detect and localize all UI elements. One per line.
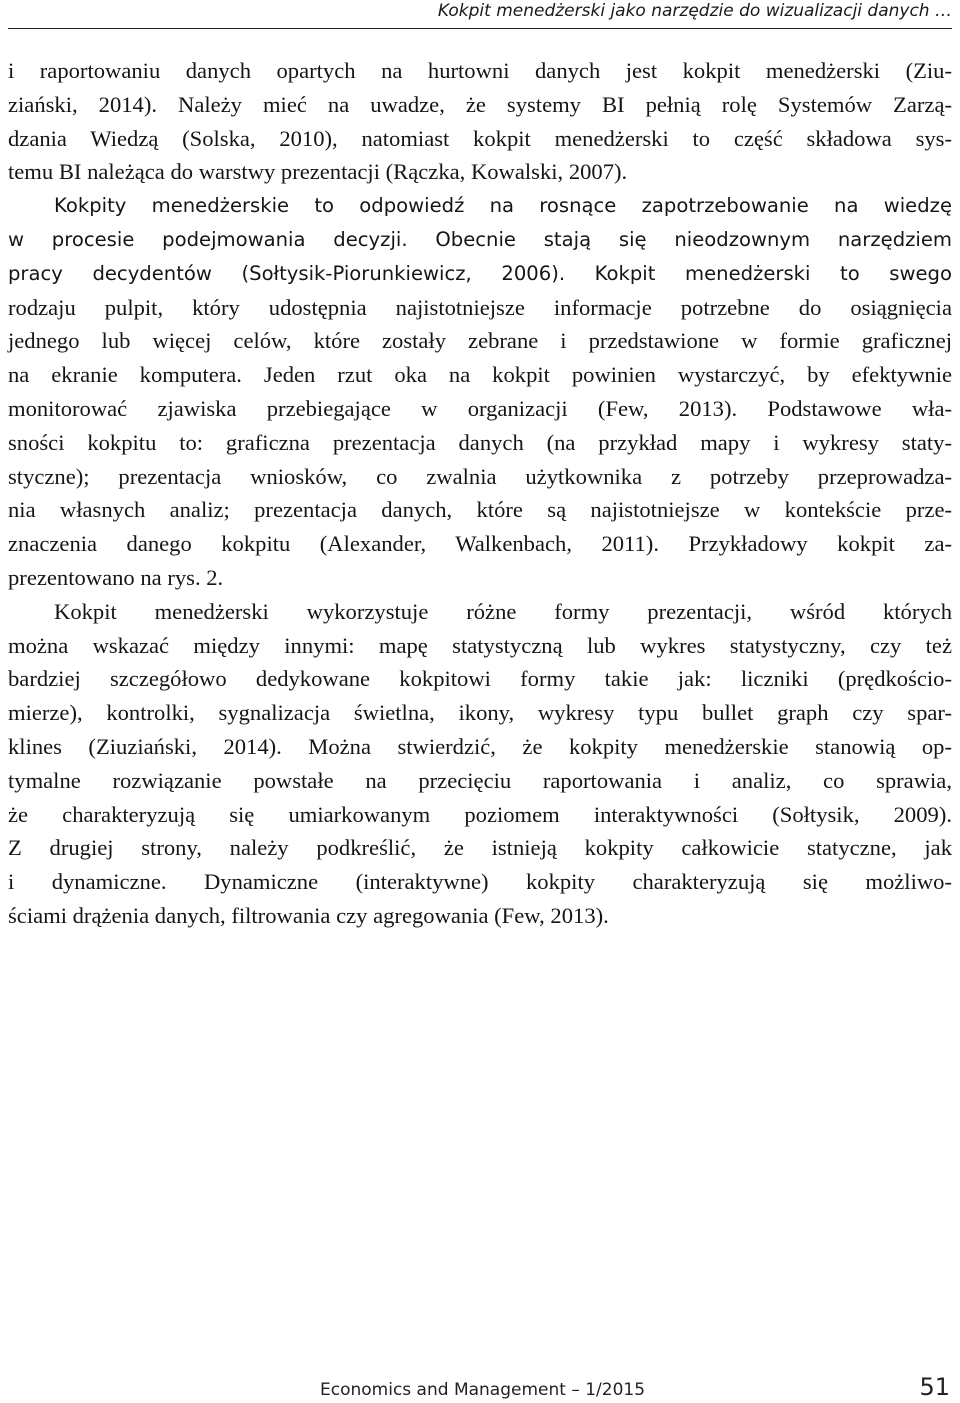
text-line: nia własnych analiz; prezentacja danych, które są najistotniejsze w kontekście prze- bbox=[8, 497, 952, 523]
text-line: ziański, 2014). Należy mieć na uwadze, że systemy BI pełnią rolę Systemów Zarzą- bbox=[8, 91, 952, 117]
text-line: że charakteryzują się umiarkowanym poziomem interaktywności (Sołtysik, 2009). bbox=[8, 801, 952, 827]
text-line: można wskazać między innymi: mapę statystyczną lub wykres statystyczny, czy też bbox=[8, 632, 952, 658]
text-line: temu BI należąca do warstwy prezentacji (Rączka, Kowalski, 2007). bbox=[8, 159, 628, 185]
text-line: dzania Wiedzą (Solska, 2010), natomiast kokpit menedżerski to część składowa sys- bbox=[8, 125, 952, 151]
text-line: znaczenia danego kokpitu (Alexander, Walkenbach, 2011). Przykładowy kokpit za- bbox=[8, 531, 952, 557]
text-line: bardziej szczegółowo dedykowane kokpitowi formy takie jak: liczniki (prędkościo- bbox=[8, 666, 952, 692]
text-line: styczne); prezentacja wniosków, co zwalnia użytkownika z potrzeby przeprowadza- bbox=[8, 463, 952, 489]
text-line: rodzaju pulpit, który udostępnia najistotniejsze informacje potrzebne do osiągnięcia bbox=[8, 294, 952, 320]
text-line: i raportowaniu danych opartych na hurtowni danych jest kokpit menedżerski (Ziu- bbox=[8, 58, 952, 83]
text-line: klines (Ziuziański, 2014). Można stwierdzić, że kokpity menedżerskie stanowią op- bbox=[8, 733, 952, 759]
text-line: na ekranie komputera. Jeden rzut oka na kokpit powinien wystarczyć, by efektywnie bbox=[8, 362, 952, 388]
text-line: sności kokpitu to: graficzna prezentacja danych (na przykład mapy i wykresy staty- bbox=[8, 429, 952, 455]
text-line: w procesie podejmowania decyzji. Obecnie stają się nieodzownym narzędziem bbox=[8, 227, 952, 251]
text-line: Z drugiej strony, należy podkreślić, że istnieją kokpity całkowicie statyczne, jak bbox=[8, 835, 952, 861]
text-line: ściami drążenia danych, filtrowania czy agregowania (Few, 2013). bbox=[8, 902, 609, 928]
body-text bbox=[8, 54, 952, 933]
text-line: pracy decydentów (Sołtysik-Piorunkiewicz, 2006). Kokpit menedżerski to swego bbox=[8, 261, 952, 285]
text-line: i dynamiczne. Dynamiczne (interaktywne) kokpity charakteryzują się możliwo- bbox=[8, 869, 952, 895]
running-head-title: Kokpit menedżerski jako narzędzie do wizualizacji danych … bbox=[437, 1, 952, 21]
header-rule bbox=[8, 28, 952, 29]
text-line: monitorować zjawiska przebiegające w organizacji (Few, 2013). Podstawowe wła- bbox=[8, 395, 952, 421]
footer-journal-title: Economics and Management – 1/2015 bbox=[320, 1380, 646, 1400]
text-line: jednego lub więcej celów, które zostały zebrane i przedstawione w formie graficznej bbox=[8, 328, 952, 354]
text-line: mierze), kontrolki, sygnalizacja świetlna, ikony, wykresy typu bullet graph czy spar- bbox=[8, 700, 952, 726]
text-line: tymalne rozwiązanie powstałe na przecięciu raportowania i analiz, co sprawia, bbox=[8, 767, 952, 793]
text-line: Kokpit menedżerski wykorzystuje różne formy prezentacji, wśród których bbox=[54, 598, 952, 624]
page-number: 51 bbox=[919, 1373, 950, 1401]
text-line: prezentowano na rys. 2. bbox=[8, 564, 224, 590]
text-line: Kokpity menedżerskie to odpowiedź na rosnące zapotrzebowanie na wiedzę bbox=[54, 194, 952, 218]
